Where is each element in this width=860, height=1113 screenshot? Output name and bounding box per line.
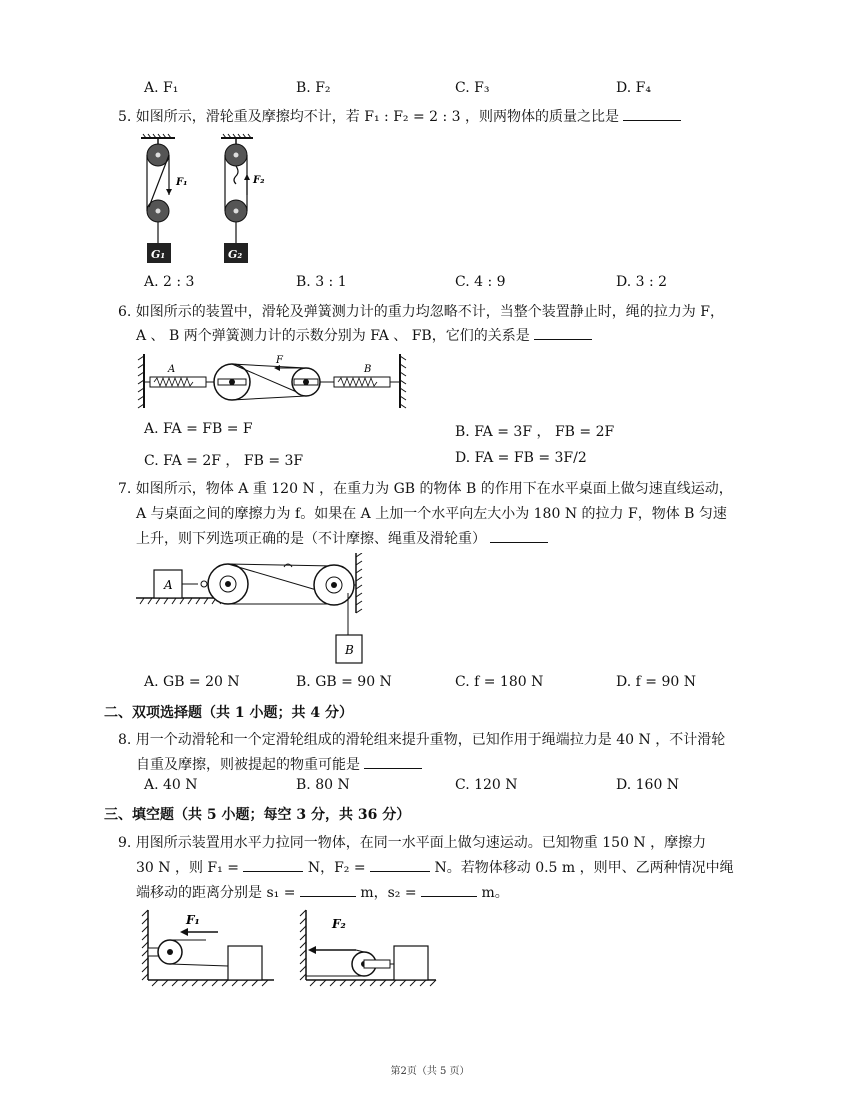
q7-line2: A 与桌面之间的摩擦力为 f。如果在 A 上加一个水平向左大小为 180 N 的拉力 F，物体 B 匀速: [136, 506, 727, 522]
svg-text:G₁: G₁: [151, 248, 166, 261]
q9-line1: 9. 用图所示装置用水平力拉同一物体，在同一水平面上做匀速运动。已知物重 150 N ，摩擦力: [118, 835, 707, 851]
q7-option-a: A. GB = 20 N: [144, 674, 240, 690]
q5-label-f2: F₂: [253, 175, 265, 186]
q4-option-c: C. F₃: [455, 80, 490, 96]
q5-option-d: D. 3 : 2: [616, 274, 668, 290]
q7-option-c: C. f = 180 N: [455, 674, 544, 690]
q6-option-d: D. FA = FB = 3F/2: [455, 450, 587, 466]
q9-fig1-box: [228, 946, 262, 980]
q7-option-d: D. f = 90 N: [616, 674, 696, 690]
q6-option-c: C. FA = 2F ， FB = 3F: [144, 453, 304, 469]
q8-option-d: D. 160 N: [616, 777, 680, 793]
svg-text:B: B: [345, 643, 354, 657]
q9-line3: 端移动的距离分别是 s₁ = m，s₂ = m。: [136, 882, 509, 904]
q9-figure-1: [138, 906, 278, 994]
q8-option-b: B. 80 N: [296, 777, 350, 793]
q6-figure: [136, 352, 408, 410]
q5-option-b: B. 3 : 1: [296, 274, 347, 290]
svg-text:B: B: [364, 364, 372, 375]
section-2-heading: 二、双项选择题（共 1 小题；共 4 分）: [104, 705, 353, 721]
section-3-heading: 三、填空题（共 5 小题；每空 3 分，共 36 分）: [104, 807, 411, 823]
q5-figure: [135, 133, 275, 268]
q4-option-d: D. F₄: [616, 80, 651, 96]
q9-fig2-label-f2: F₂: [332, 917, 346, 931]
q9-line2: 30 N ，则 F₁ = N，F₂ = N。若物体移动 0.5 m ，则甲、乙两种情况中绳: [136, 857, 734, 879]
svg-text:A: A: [168, 364, 176, 375]
q5-ceiling-left: [141, 134, 175, 138]
q5-stem: 5. 如图所示，滑轮重及摩擦均不计，若 F₁ : F₂ = 2 : 3 ，则两物体的质量之比是: [118, 106, 681, 128]
q9-fig2-box: [394, 946, 428, 980]
svg-text:A: A: [164, 578, 173, 592]
q6-line2: A 、 B 两个弹簧测力计的示数分别为 FA 、 FB，它们的关系是: [136, 325, 592, 347]
q4-option-a: A. F₁: [144, 80, 179, 96]
svg-text:G₂: G₂: [228, 248, 243, 261]
q8-option-c: C. 120 N: [455, 777, 518, 793]
q6-option-b: B. FA = 3F ， FB = 2F: [455, 424, 615, 440]
q6-line1: 6. 如图所示的装置中，滑轮及弹簧测力计的重力均忽略不计，当整个装置静止时，绳的拉力为 F，: [118, 304, 724, 320]
q6-label-f: F: [276, 355, 283, 366]
q5-option-a: A. 2 : 3: [144, 274, 195, 290]
q8-option-a: A. 40 N: [144, 777, 198, 793]
q7-option-b: B. GB = 90 N: [296, 674, 392, 690]
q9-fig1-label-f1: F₁: [186, 913, 200, 927]
q7-line1: 7. 如图所示，物体 A 重 120 N ，在重力为 GB 的物体 B 的作用下在水平桌面上做匀速直线运动，: [118, 481, 733, 497]
q8-line2: 自重及摩擦，则被提起的物重可能是: [136, 754, 422, 776]
q8-line1: 8. 用一个动滑轮和一个定滑轮组成的滑轮组来提升重物，已知作用于绳端拉力是 40 N ，不计滑轮: [118, 732, 726, 748]
q5-label-f1: F₁: [176, 177, 188, 188]
q5-ceiling-right: [221, 134, 253, 138]
q4-option-b: B. F₂: [296, 80, 331, 96]
q6-option-a: A. FA = FB = F: [144, 421, 253, 437]
q7-figure: [134, 553, 379, 668]
q9-figure-2: [296, 906, 441, 994]
page-footer: 第2页（共 5 页）: [390, 1066, 470, 1077]
q5-option-c: C. 4 : 9: [455, 274, 506, 290]
q7-line3: 上升，则下列选项正确的是（不计摩擦、绳重及滑轮重）: [136, 528, 548, 550]
